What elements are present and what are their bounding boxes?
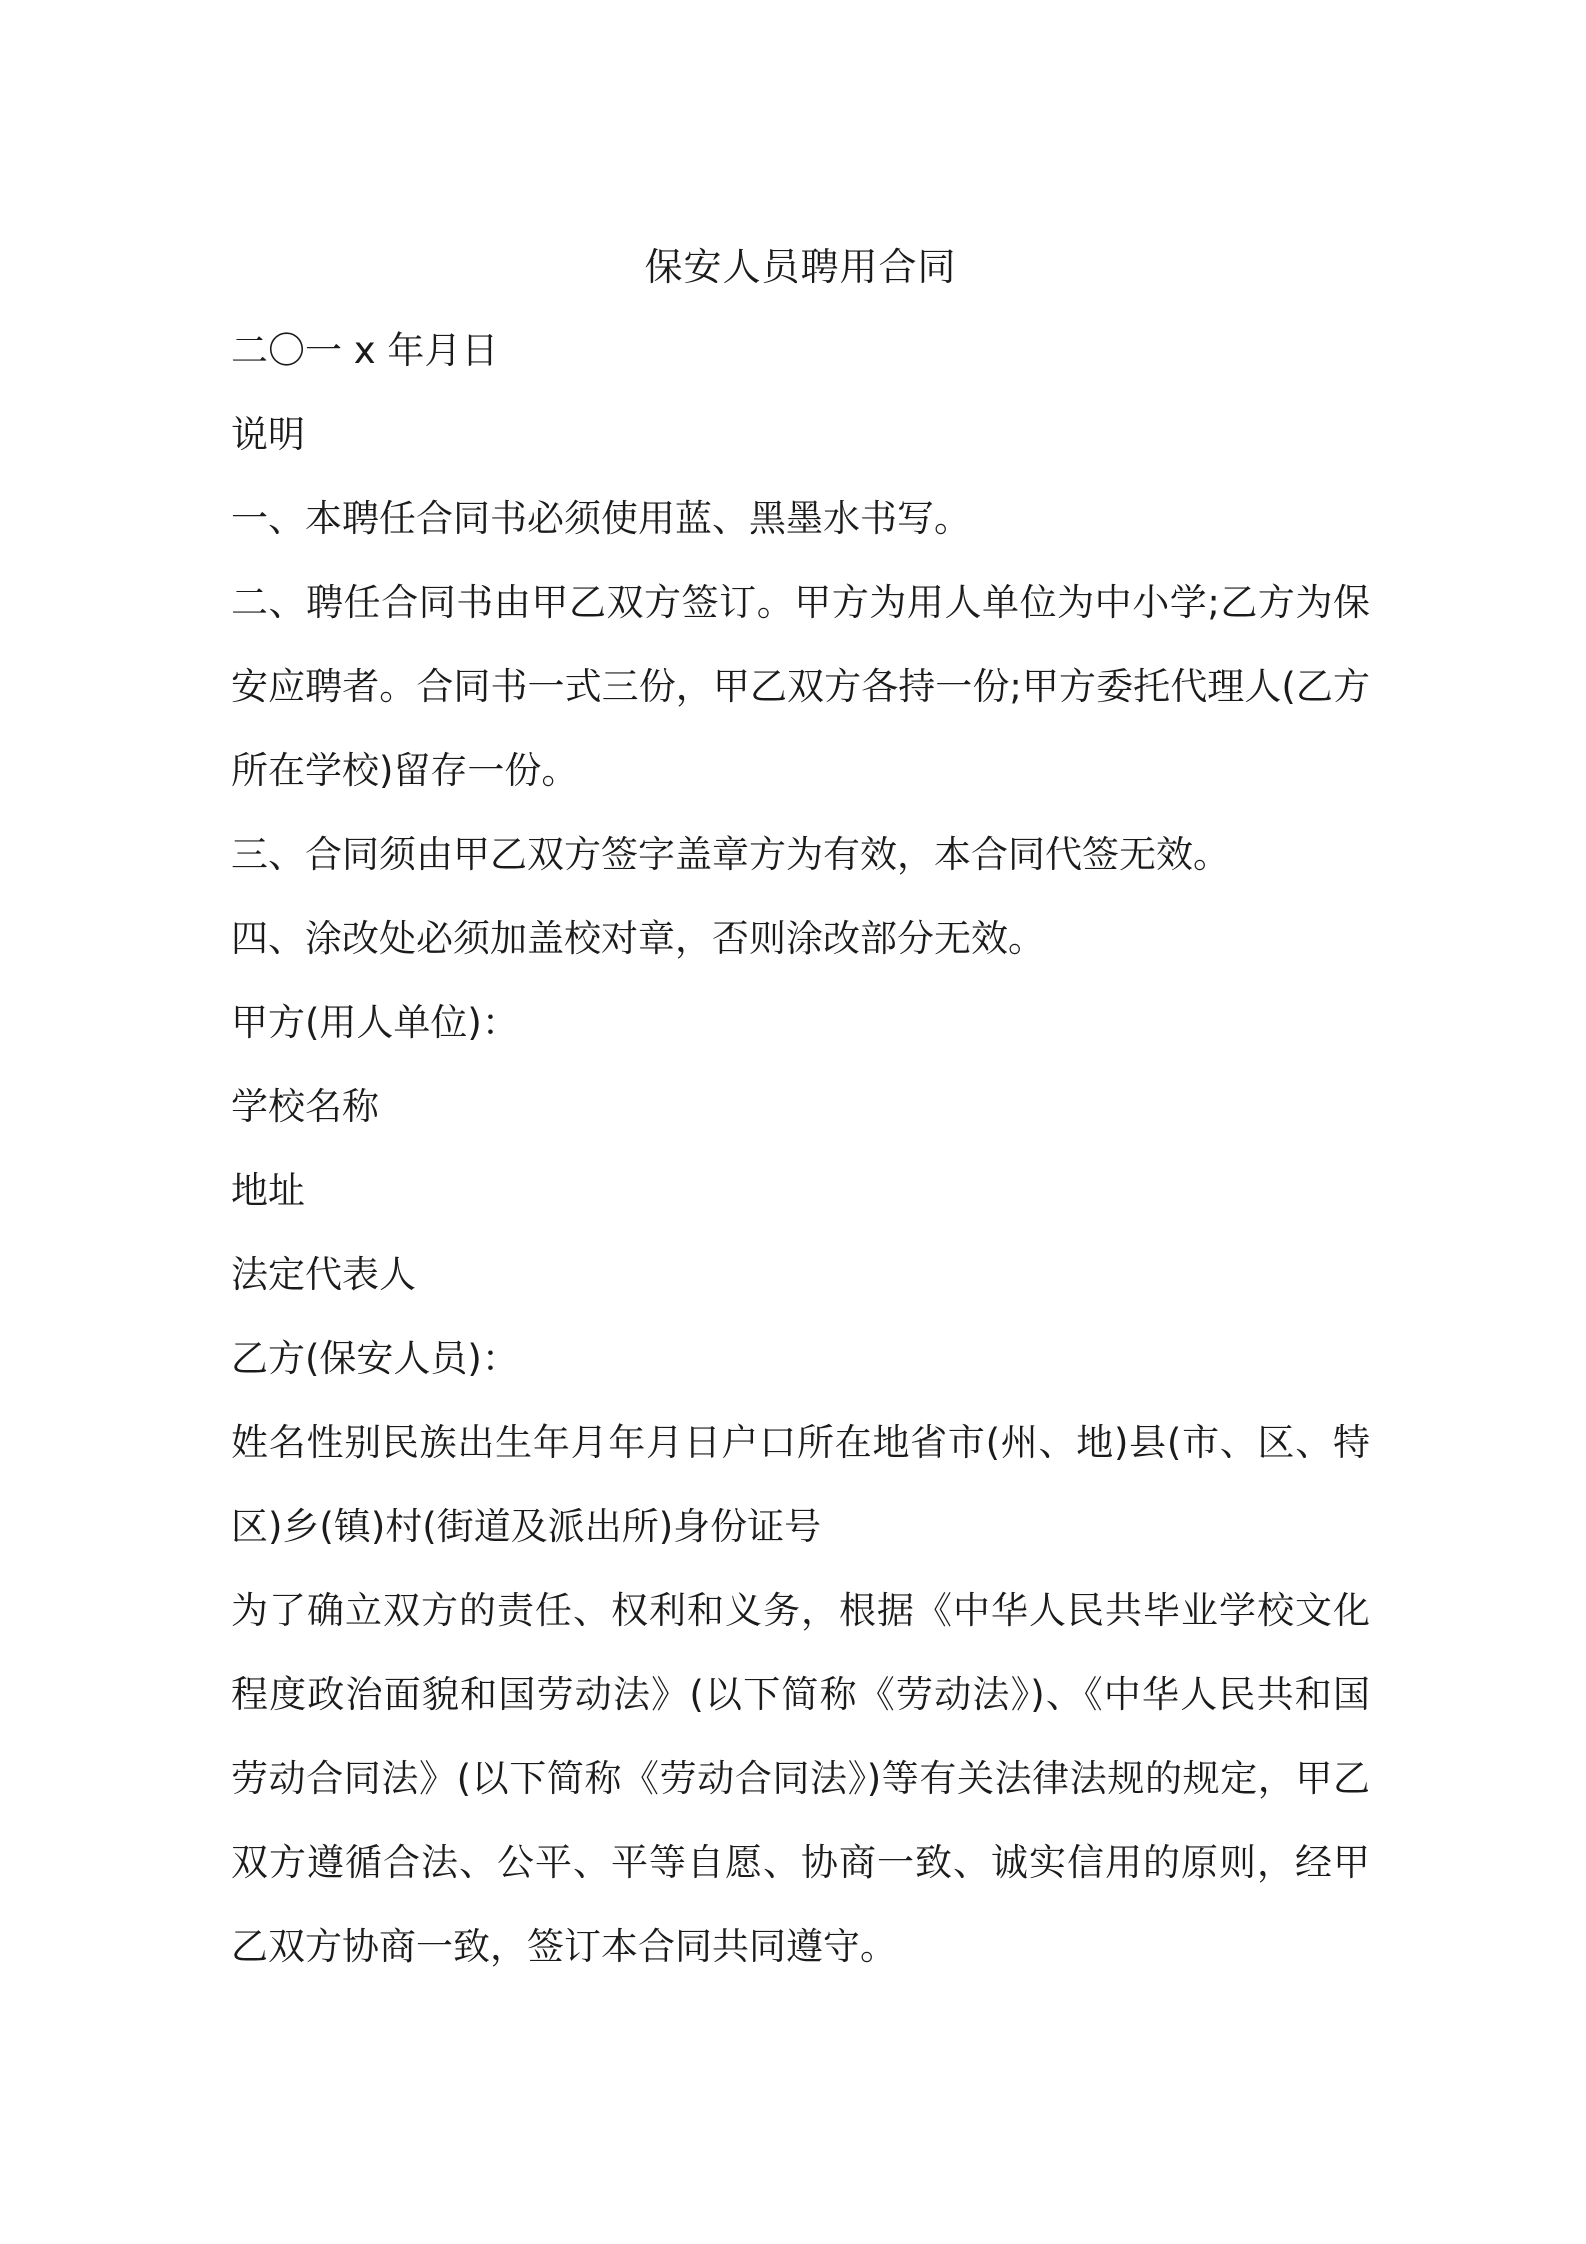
party-a-heading: 甲方(用人单位)： [231,1001,519,1044]
document-body [231,225,1370,1989]
note-heading: 说明 [231,413,305,456]
note-2 [231,561,1370,813]
school-name-label: 学校名称 [231,1085,379,1128]
note-line: 所在学校)留存一份。 [231,749,579,792]
note-line: 一、本聘任合同书必须使用蓝、黑墨水书写。 [231,497,971,540]
party-b-info-line: 姓名性别民族出生年月年月日户口所在地省市(州、地)县(市、区、特 [231,1421,1370,1464]
note-1 [231,477,1370,561]
document-title: 保安人员聘用合同 [644,245,957,289]
note-line: 三、合同须由甲乙双方签字盖章方为有效，本合同代签无效。 [231,833,1230,876]
note-4 [231,897,1370,981]
note-line: 二、聘任合同书由甲乙双方签订。甲方为用人单位为中小学;乙方为保 [231,581,1370,624]
party-b-info-line: 区)乡(镇)村(街道及派出所)身份证号 [231,1505,822,1548]
preamble-paragraph [231,1569,1370,1989]
preamble-line: 为了确立双方的责任、权利和义务，根据《中华人民共毕业学校文化 [231,1589,1370,1632]
note-3 [231,813,1370,897]
party-b-heading: 乙方(保安人员)： [231,1337,519,1380]
party-a-section [231,981,1370,1317]
preamble-line: 乙双方协商一致，签订本合同共同遵守。 [231,1925,897,1968]
preamble-line: 程度政治面貌和国劳动法》(以下简称《劳动法》)、《中华人民共和国 [231,1673,1370,1716]
note-line: 安应聘者。合同书一式三份，甲乙双方各持一份;甲方委托代理人(乙方 [231,665,1370,708]
party-b-section [231,1317,1370,1569]
preamble-line: 双方遵循合法、公平、平等自愿、协商一致、诚实信用的原则，经甲 [231,1841,1370,1884]
legal-representative-label: 法定代表人 [231,1253,416,1296]
address-label: 地址 [231,1169,305,1212]
preamble-line: 劳动合同法》(以下简称《劳动合同法》)等有关法律法规的规定，甲乙 [231,1757,1370,1800]
note-line: 四、涂改处必须加盖校对章，否则涂改部分无效。 [231,917,1045,960]
date-line: 二〇一 x 年月日 [231,329,499,372]
